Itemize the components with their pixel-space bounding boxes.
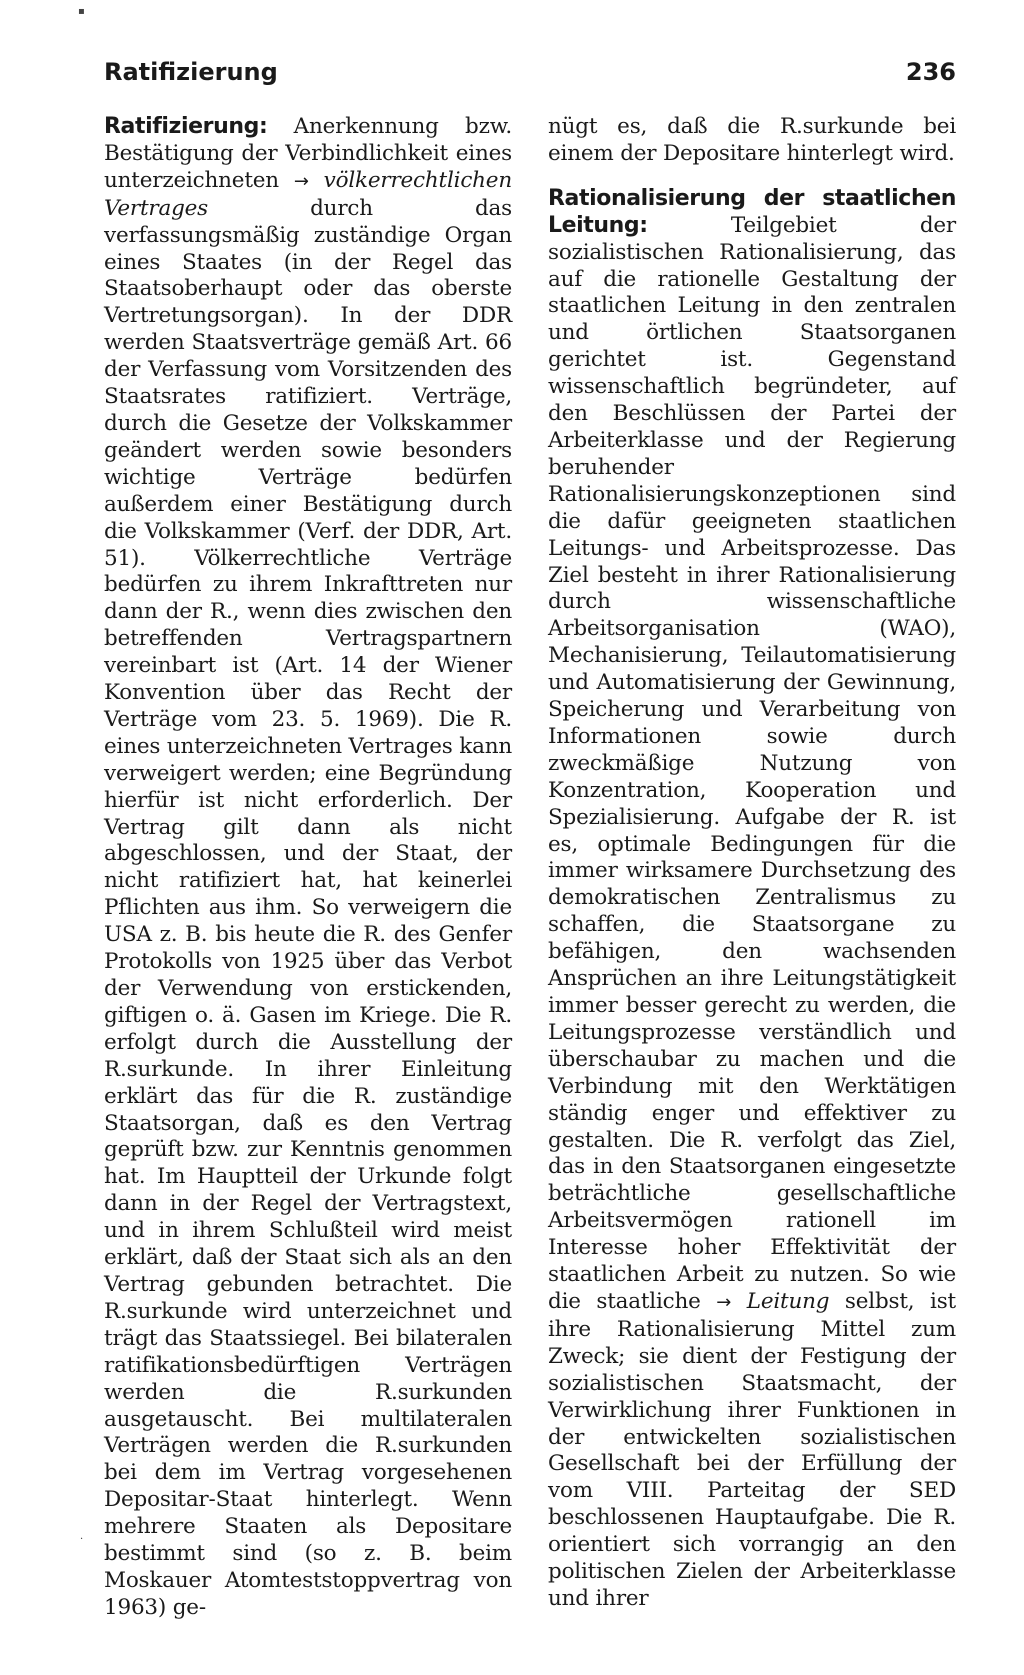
entry-ratifizierung-continued: nügt es, daß die R.surkunde bei einem der Depositare hinterlegt wird. [548,114,956,166]
entry-headword: Rationalisierung der staatlichen Leitung: [548,185,956,238]
entry-headword: Ratifizierung: [104,114,268,139]
entry-text: selbst, ist ihre Rationalisierung Mittel zum Zweck; sie dient der Festigung der sozialistischen Staatsmacht, der Verwirklichung ihrer Funktionen in der entwickelten sozialistischen Gesellschaft bei der Erfüllung der vom VIII. Parteitag der SED beschlossenen Hauptaufgabe. Die R. orientiert sich vorrangig an den politischen Zielen der Arbeiterklasse und ihrer [548,1288,956,1611]
cross-reference[interactable]: Leitung [731,1288,830,1314]
entry-text: Teilgebiet der sozialistischen Rationalisierung, das auf die rationelle Gestaltung der staatlichen Leitung in den zentralen und örtlichen Staatsorganen gerichtet ist. Gegenstand wissenschaftlich begründeter, auf den Beschlüssen der Partei der Arbeiterklasse und der Regierung beruhender Rationalisierungskonzeptionen sind die dafür geeigneten staatlichen Leitungs- und Arbeitsprozesse. Das Ziel besteht in ihrer Rationalisierung durch wissenschaftliche Arbeitsorganisation (WAO), Mechanisierung, Teilautomatisierung und Automatisierung der Gewinnung, Speicherung und Verarbeitung von Informationen sowie durch zweckmäßige Nutzung von Konzentration, Kooperation und Spezialisierung. Aufgabe der R. ist es, optimale Bedingungen für die immer wirksamere Durchsetzung des demokratischen Zentralismus zu schaffen, die Staatsorgane zu befähigen, den wachsenden Ansprüchen an ihre Leitungstätigkeit immer besser gerecht zu werden, die Leitungsprozesse verständlich und überschaubar zu machen und die Verbindung mit den Werktätigen ständig enger und effektiver zu gestalten. Die R. verfolgt das Ziel, das in den Staatsorganen eingesetzte beträchtliche gesellschaftliche Arbeitsvermögen rationell im Interesse hoher Effektivität der staatlichen Arbeit zu nutzen. So wie die staatliche [548,212,956,1314]
entry-rationalisierung [548,186,956,1613]
scan-speck-top: ▪ [78,6,85,17]
cross-reference-arrow-icon: → [716,1291,732,1313]
entry-ratifizierung [104,114,512,1622]
entry-text: durch das verfassungsmäßig zuständige Organ eines Staates (in der Regel das Staatsoberhaupt oder das oberste Vertretungsorgan). In der DDR werden Staatsverträge gemäß Art. 66 der Verfassung vom Vorsitzenden des Staatsrates ratifiziert. Verträge, durch die Gesetze der Volkskammer geändert werden sowie besonders wichtige Verträge bedürfen außerdem einer Bestätigung durch die Volkskammer (Verf. der DDR, Art. 51). Völkerrechtliche Verträge bedürfen zu ihrem Inkrafttreten nur dann der R., wenn dies zwischen den betreffenden Vertragspartnern vereinbart ist (Art. 14 der Wiener Konvention über das Recht der Verträge vom 23. 5. 1969). Die R. eines unterzeichneten Vertrages kann verweigert werden; eine Begründung hierfür ist nicht erforderlich. Der Vertrag gilt dann als nicht abgeschlossen, und der Staat, der nicht ratifiziert hat, hat keinerlei Pflichten aus ihm. So verweigern die USA z. B. bis heute die R. des Genfer Protokolls von 1925 über das Verbot der Verwendung von erstickenden, giftigen o. ä. Gasen im Kriege. Die R. erfolgt durch die Ausstellung der R.surkunde. In ihrer Einleitung erklärt das für die R. zuständige Staatsorgan, daß es den Vertrag geprüft bzw. zur Kenntnis genommen hat. Im Hauptteil der Urkunde folgt dann in der Regel der Vertragstext, und in ihrem Schlußteil wird meist erklärt, daß der Staat sich als an den Vertrag gebunden betrachtet. Die R.surkunde wird unterzeichnet und trägt das Staatssiegel. Bei bilateralen ratifikationsbedürftigen Verträgen werden die R.surkunden ausgetauscht. Bei multilateralen Verträgen werden die R.surkunden bei dem im Vertrag vorgesehenen Depositar-Staat hinterlegt. Wenn mehrere Staaten als Depositare bestimmt sind (so z. B. beim Moskauer Atomteststoppvertrag von 1963) ge- [104,195,512,1620]
entry-text: Anerkennung bzw. Bestätigung der Verbindlichkeit eines unterzeichneten [104,114,512,193]
cross-reference[interactable]: völkerrechtlichen Vertrages [104,167,512,221]
page-header [104,58,956,98]
left-column [104,114,512,1622]
page-number: 236 [905,58,956,86]
running-head: Ratifizierung [104,58,278,86]
cross-reference-arrow-icon: → [293,170,309,192]
scan-speck-bottom: · [80,1534,84,1545]
right-column [548,114,956,1613]
